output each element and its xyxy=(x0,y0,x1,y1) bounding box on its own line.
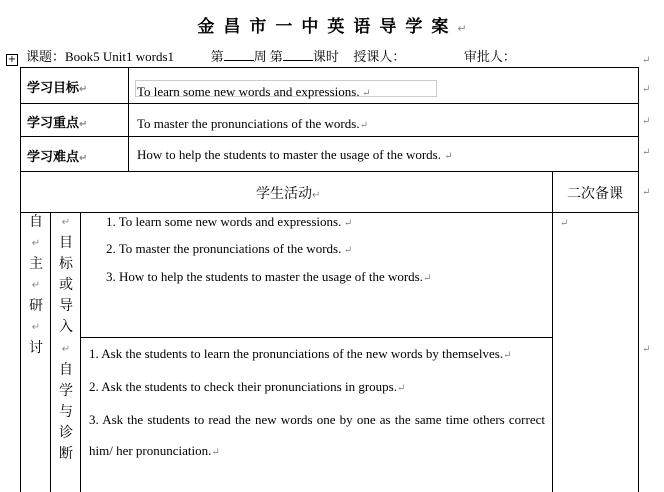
diagnosis-item[interactable]: 2. Ask the students to check their pronunciations in groups.↵ xyxy=(89,379,406,394)
end-mark: ↵ xyxy=(642,187,651,198)
goals-label: ↵ 目 标 或 导 入 xyxy=(59,217,73,335)
diagnosis-item[interactable]: 1. Ask the students to learn the pronunciations of the new words by themselves.↵ xyxy=(89,346,512,361)
topic-label: 课题：Book5 Unit1 words1 xyxy=(26,49,175,64)
grid-line xyxy=(20,67,639,68)
grid-line xyxy=(638,67,639,492)
end-mark: ↵ xyxy=(642,147,651,158)
goal-item[interactable]: 2. To master the pronunciations of the words. ↵ xyxy=(106,241,353,256)
week-blank[interactable] xyxy=(224,48,254,61)
row-value-difficulties[interactable]: How to help the students to master the usage of the words. ↵ xyxy=(137,147,453,162)
row-label-objective: 学习目标↵ xyxy=(27,81,88,96)
period-blank[interactable] xyxy=(283,48,313,61)
section-label: 自 ↵ 主 ↵ 研 ↵ 讨 xyxy=(29,214,43,356)
grid-line xyxy=(20,67,21,492)
end-mark: ↵ xyxy=(642,116,651,127)
diagnosis-item[interactable]: 3. Ask the students to read the new words one by one as the same time others correct him/ her pronunciation.↵ xyxy=(89,412,545,458)
paragraph-mark: ↵ xyxy=(457,22,467,35)
second-prep-header: 二次备课 xyxy=(567,186,623,202)
teacher-label: 授课人： xyxy=(353,49,406,64)
goal-item[interactable]: 1. To learn some new words and expressions. ↵ xyxy=(106,214,353,229)
second-prep-cell[interactable]: ↵ xyxy=(560,218,569,229)
week-prefix: 第 xyxy=(210,49,224,64)
diagnosis-list xyxy=(89,338,545,468)
grid-line xyxy=(80,212,81,492)
end-mark: ↵ xyxy=(642,55,651,66)
table-move-handle-icon[interactable]: + xyxy=(7,54,17,65)
grid-line xyxy=(128,67,129,171)
week-suffix: 周 第 xyxy=(253,49,283,64)
approver-label: 审批人： xyxy=(463,49,516,64)
grid-line xyxy=(20,103,639,104)
goal-item[interactable]: 3. How to help the students to master the usage of the words.↵ xyxy=(106,269,432,284)
activities-header: 学生活动↵ xyxy=(256,186,321,202)
grid-line xyxy=(20,212,639,213)
end-mark: ↵ xyxy=(642,84,651,95)
grid-line xyxy=(20,171,639,172)
lesson-info-line xyxy=(26,46,516,65)
grid-line xyxy=(20,136,639,137)
row-value-key-points[interactable]: To master the pronunciations of the words.↵ xyxy=(137,116,368,131)
row-label-key-points: 学习重点↵ xyxy=(27,116,88,131)
diagnosis-label: ↵ 自 学 与 诊 断 xyxy=(59,344,73,462)
row-label-difficulties: 学习难点↵ xyxy=(27,150,88,165)
grid-line xyxy=(50,212,51,492)
document-title: 金昌市一中英语导学案↵ xyxy=(197,17,467,37)
grid-line xyxy=(552,171,553,492)
period-suffix: 课时 xyxy=(312,49,339,64)
end-mark: ↵ xyxy=(642,344,651,355)
row-value-objective[interactable]: To learn some new words and expressions. ↵ xyxy=(137,84,371,99)
